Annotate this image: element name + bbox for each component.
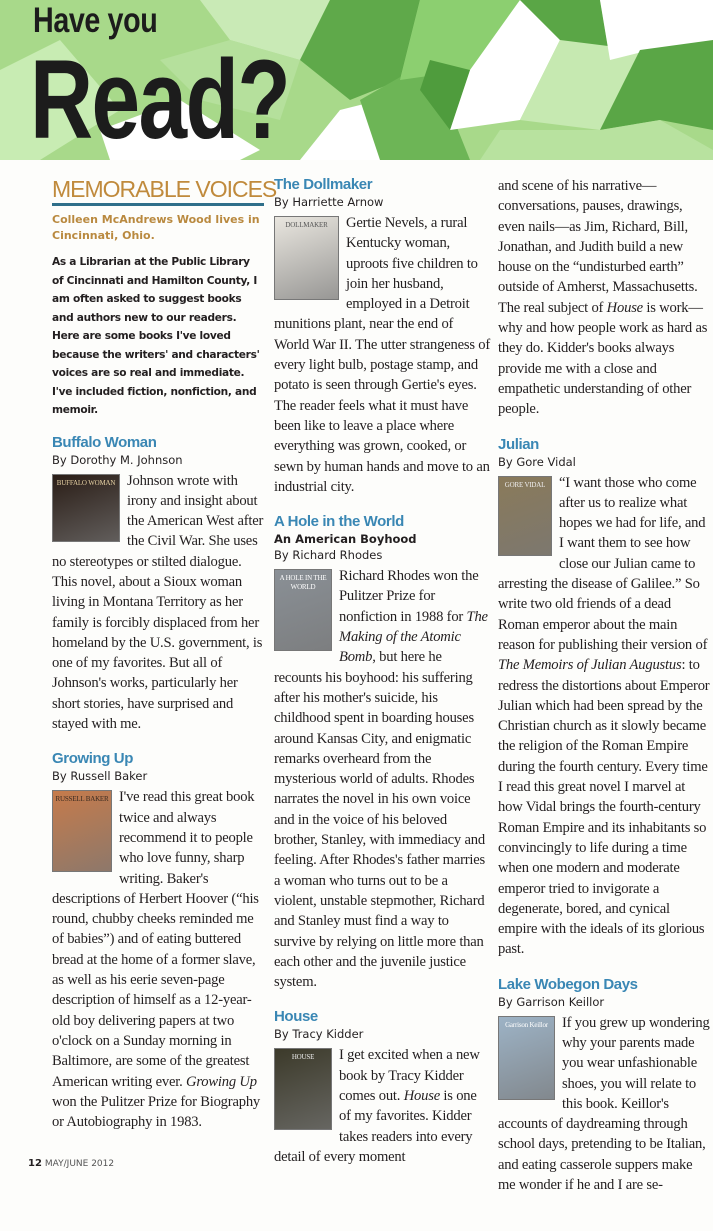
- column-1: [28, 176, 277, 1170]
- cover-text: DOLLMAKER: [285, 221, 328, 229]
- intro-paragraph: As a Librarian at the Public Library of Cincinnati and Hamilton County, I am often asked to suggest books and authors new to our readers. Here are some books I've loved because the writers' and characters' voices are so real and immediate. I've included fiction, nonfiction, and memoir.: [52, 256, 260, 416]
- article-byline: By Richard Rhodes: [274, 548, 383, 563]
- body-text: The Making of the Atomic Bomb: [339, 608, 488, 666]
- body-text: If you grew up wondering why your parents made you wear unfashionable shoes, you will relate to this book. Keillor's accounts of daydreaming through school days, pretending to be Italian, and eating casserole suppers make me wonder if he and I are se-: [498, 1014, 710, 1194]
- body-text: and scene of his narrative—conversations, pauses, drawings, even nails—as Jim, Richard, Bill, Jonathan, and Judith build a new house on the “undisturbed earth” outside of Amherst, Massachusetts. The real subject of: [498, 178, 698, 316]
- body-text: Growing Up: [186, 1073, 257, 1090]
- article-byline: By Garrison Keillor: [498, 994, 605, 1009]
- cover-text: BUFFALO WOMAN: [56, 478, 116, 487]
- page-number: 12: [28, 1158, 42, 1170]
- article-title: Buffalo Woman: [52, 433, 157, 451]
- article-title: A Hole in the World: [274, 513, 404, 531]
- book-cover-image: [498, 1016, 555, 1100]
- article-columns: [0, 160, 713, 1231]
- article-title: Growing Up: [52, 750, 133, 768]
- article-title: House: [274, 1008, 318, 1026]
- cover-text: HOUSE: [291, 1053, 315, 1062]
- body-text: Gertie Nevels, a rural Kentucky woman, uproots five children to join her husband, employed in a Detroit munitions plant, near the end of World War II. The utter strangeness of every light bulb, postage stamp, and potato is seen through Gertie's eyes. The reader feels what it must have been like to leave a place where everything was grown, cooked, or sewn by human hands and move to an industrial city.: [274, 215, 491, 495]
- body-text: : to redress the distortions about Emperor Julian which had been spread by the Christian church as it slowly became the religion of the Roman Empire during the fourth century. Every time I read this great novel I marvel at how Vidal brings the fourth-century Roman Empire and its inhabitants so convincingly to life during a time when one modern and moderate emperor tried to invigorate a degenerate, bored, and cynical empire with the ideals of its glorious past.: [498, 657, 710, 958]
- book-cover-image: [52, 474, 120, 542]
- article-body: [274, 566, 491, 992]
- article-growing-up: [52, 750, 264, 1132]
- body-text: “I want those who come after us to realize what hopes we had for life, and I want them to see how close our Julian came to arresting the disease of Galilee.” So write two old friends of a dead Roman emperor about the main reason for publishing their version of: [498, 474, 708, 653]
- banner-title-line2: Read?: [30, 37, 290, 160]
- article-body: [498, 176, 710, 420]
- author-note: Colleen McAndrews Wood lives in Cincinnati, Ohio.: [52, 213, 260, 242]
- body-text: is work—why and how people work as hard as they do. Kidder's books always provide me with a close and empathetic understanding of other people.: [498, 299, 708, 418]
- article-byline: By Tracy Kidder: [274, 1027, 364, 1042]
- body-text: , but here he recounts his boyhood: his suffering after his mother's suicide, his childhood spent in boarding houses around Kansas City, and enigmatic remarks overheard from the mysterious world of adults. Rhodes narrates the novel in his own voice and in the voice of his beloved brother, Stanley, with immediacy and feeling. After Rhodes's father marries a woman who turns out to be a violent, unstable stepmother, Richard and Stanley must find a way to survive by relying on little more than each other and the juvenile justice system.: [274, 649, 486, 991]
- section-header: [52, 176, 277, 420]
- article-byline: By Dorothy M. Johnson: [52, 452, 183, 467]
- book-cover-image: [274, 1048, 332, 1130]
- body-text: The Memoirs of Julian Augustus: [498, 657, 682, 674]
- article-title: Julian: [498, 435, 539, 453]
- cover-text: GORE VIDAL: [504, 480, 546, 489]
- article-hole-in-the-world: [274, 513, 491, 992]
- body-text: House: [403, 1087, 440, 1104]
- book-cover-image: [274, 569, 332, 651]
- section-heading: MEMORABLE VOICES: [52, 176, 277, 202]
- cover-text: RUSSELL BAKER: [55, 795, 109, 804]
- article-title: Lake Wobegon Days: [498, 975, 638, 993]
- issue-date: MAY/JUNE 2012: [44, 1159, 115, 1170]
- body-text: I've read this great book twice and always recommend it to people who love funny, sharp writing. Baker's descriptions of Herbert Hoover (“his round, chubby cheeks reminded me of babies”) and of eating buttered bread at the home of a former slave, as well as his eerie seven-page description of himself as a 12-year-old boy delivering papers at two o'clock on a Sunday morning in Baltimore, are some of the greatest American writing ever.: [52, 789, 259, 1090]
- page-footer: [28, 1158, 264, 1170]
- book-cover-image: [52, 790, 112, 872]
- article-byline: By Russell Baker: [52, 769, 148, 784]
- heading-rule: [52, 203, 264, 206]
- article-lake-wobegon: [498, 976, 710, 1196]
- article-house: [274, 1008, 491, 1167]
- article-body: [274, 1045, 491, 1167]
- body-text: won the Pulitzer Prize for Biography or Autobiography in 1983.: [52, 1093, 261, 1131]
- article-body: [52, 471, 264, 735]
- body-text: I get excited when a new book by Tracy Kidder comes out.: [339, 1047, 480, 1104]
- article-subtitle: An American Boyhood: [274, 532, 417, 547]
- column-2: [274, 176, 491, 1183]
- banner-title-line1: Have you: [33, 1, 158, 40]
- body-text: Johnson wrote with irony and insight about the American West after the Civil War. She uses no stereotypes or stilted dialogue. This novel, about a Sioux woman living in Montana Territory as her family is forcibly displaced from her homeland by the U.S. government, is one of my favorites. But all of Johnson's works, particularly her short stories, have surprised and stayed with me.: [52, 472, 264, 733]
- body-text: House: [606, 299, 643, 316]
- book-cover-image: [498, 476, 552, 556]
- book-cover-image: [274, 216, 339, 300]
- cover-text: A HOLE IN THE WORLD: [279, 574, 327, 592]
- body-text: Richard Rhodes won the Pulitzer Prize for nonfiction in 1988 for: [339, 568, 479, 625]
- article-dollmaker: [274, 176, 491, 497]
- cover-text: Garrison Keillor: [505, 1020, 548, 1029]
- article-julian: [498, 436, 710, 960]
- article-buffalo-woman: [52, 434, 264, 735]
- article-title: The Dollmaker: [274, 176, 373, 193]
- article-house-continued: [498, 176, 710, 420]
- article-body: [274, 213, 491, 497]
- column-3: [498, 176, 710, 1211]
- article-byline: By Harriette Arnow: [274, 195, 384, 209]
- body-text: is one of my favorites. Kidder takes readers into every detail of every moment: [274, 1087, 477, 1165]
- banner: [0, 0, 713, 160]
- article-body: [498, 1013, 710, 1196]
- article-body: [498, 473, 710, 960]
- article-byline: By Gore Vidal: [498, 454, 576, 469]
